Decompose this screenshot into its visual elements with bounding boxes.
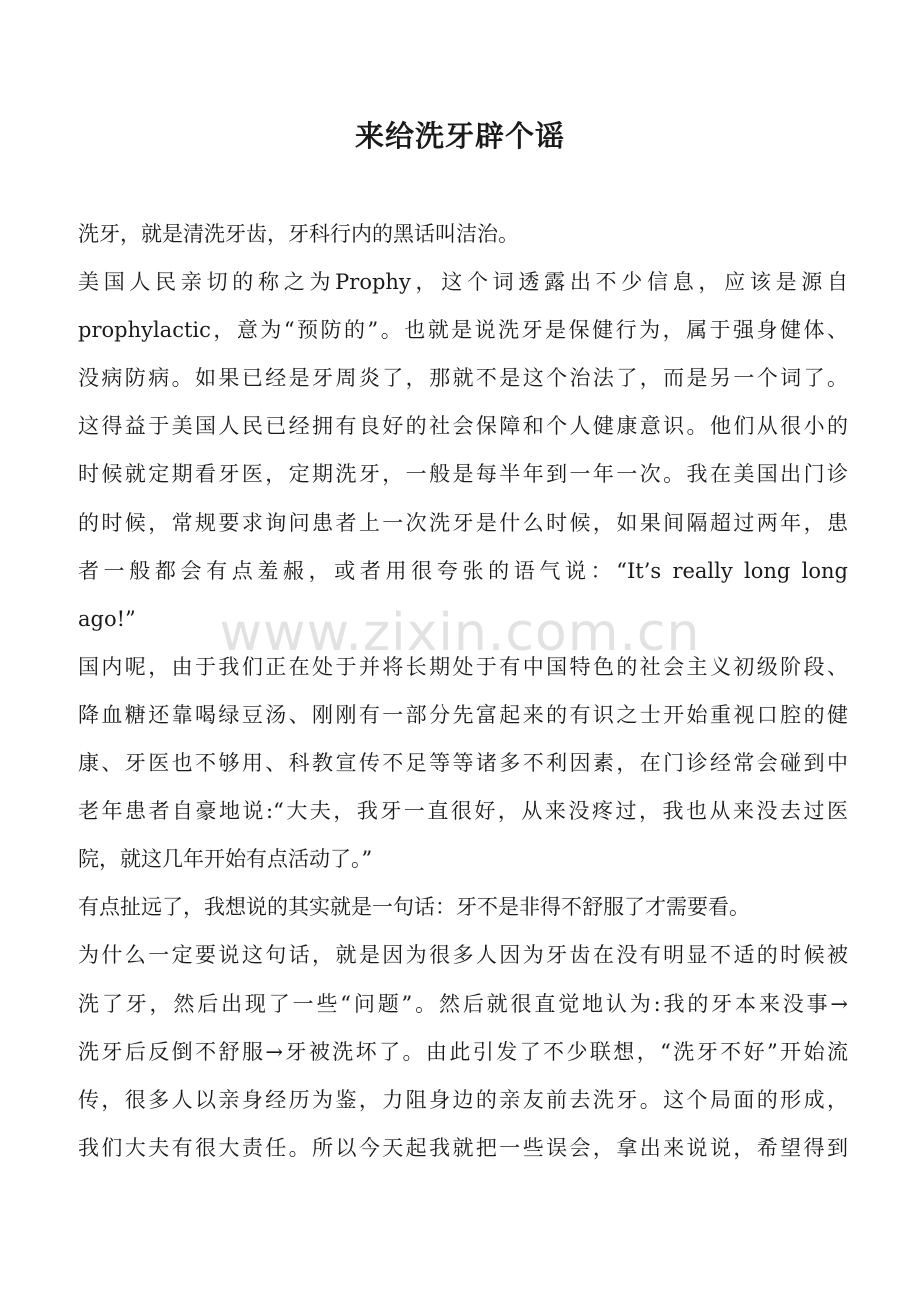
body-line: 有点扯远了，我想说的其实就是一句话：牙不是非得不舒服了才需要看。: [78, 895, 750, 920]
watermark: www.zixin.com.cn: [219, 603, 701, 663]
body-line: prophylactic，意为“预防的”。也就是说洗牙是保健行为，属于强身健体、: [78, 318, 848, 343]
body-line: 的时候，常规要求询问患者上一次洗牙是什么时候，如果间隔超过两年，患: [78, 510, 848, 535]
body-line: ago!”: [78, 606, 136, 631]
body-line: 美国人民亲切的称之为Prophy，这个词透露出不少信息，应该是源自: [78, 270, 848, 295]
body-line: 老年患者自豪地说:“大夫，我牙一直很好，从来没疼过，我也从来没去过医: [78, 799, 848, 824]
body-line: 康、牙医也不够用、科教宣传不足等等诸多不利因素，在门诊经常会碰到中: [78, 751, 848, 776]
body-line: 为什么一定要说这句话，就是因为很多人因为牙齿在没有明显不适的时候被: [78, 943, 848, 968]
body-line: 传，很多人以亲身经历为鉴，力阻身边的亲友前去洗牙。这个局面的形成，: [78, 1087, 848, 1112]
body-line: 没病防病。如果已经是牙周炎了，那就不是这个治法了，而是另一个词了。: [78, 366, 848, 391]
body-line: 时候就定期看牙医，定期洗牙，一般是每半年到一年一次。我在美国出门诊: [78, 462, 848, 487]
body-line: 这得益于美国人民已经拥有良好的社会保障和个人健康意识。他们从很小的: [78, 414, 848, 439]
body-line: 者一般都会有点羞赧，或者用很夸张的语气说：“It’s really long long: [78, 558, 848, 583]
body-line: 洗了牙，然后出现了一些“问题”。然后就很直觉地认为:我的牙本来没事→: [78, 991, 848, 1016]
document-title: 来给洗牙辟个谣: [354, 119, 565, 153]
document-body: [78, 210, 848, 1172]
body-line: 国内呢，由于我们正在处于并将长期处于有中国特色的社会主义初级阶段、: [78, 654, 848, 679]
body-line: 洗牙后反倒不舒服→牙被洗坏了。由此引发了不少联想，“洗牙不好”开始流: [78, 1039, 848, 1064]
body-line: 降血糖还靠喝绿豆汤、刚刚有一部分先富起来的有识之士开始重视口腔的健: [78, 702, 848, 727]
body-line: 院，就这几年开始有点活动了。”: [78, 847, 373, 872]
body-line: 我们大夫有很大责任。所以今天起我就把一些误会，拿出来说说，希望得到: [78, 1135, 848, 1160]
body-line: 洗牙，就是清洗牙齿，牙科行内的黑话叫洁治。: [78, 222, 519, 246]
